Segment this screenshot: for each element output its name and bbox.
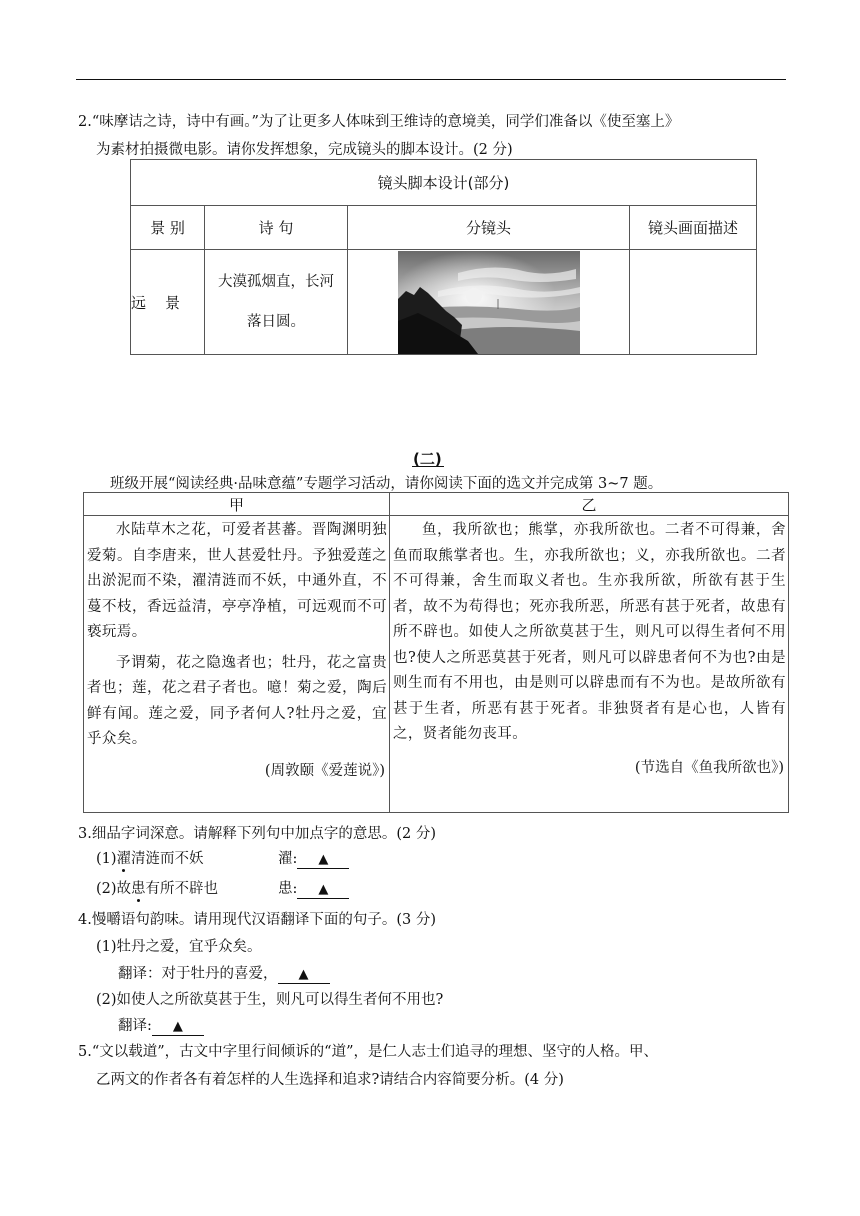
question-4-item-2: (2)如使人之所欲莫甚于生，则凡可以得生者何不用也? (96, 992, 444, 1008)
question-4-stem: 4.慢嚼语句韵味。请用现代汉语翻译下面的句子。(3 分) (78, 912, 436, 928)
section-2-intro: 班级开展“阅读经典·品味意蕴”专题学习活动，请你阅读下面的选文并完成第 3~7 题。 (110, 476, 663, 492)
cell-scene (131, 250, 205, 355)
text-a-paragraph-1: 水陆草木之花，可爱者甚蕃。晋陶渊明独爱菊。自李唐来，世人甚爱牡丹。予独爱莲之出淤泥而不染，濯清涟而不妖，中通外直，不蔓不枝，香远益清，亭亭净植，可远观而不可亵玩焉。 (87, 522, 387, 640)
text-b-label: 乙 (390, 493, 789, 516)
question-3-stem: 3.细品字词深意。请解释下列句中加点字的意思。(2 分) (78, 826, 436, 842)
comparison-texts-table (83, 492, 789, 813)
header-scene: 景 别 (131, 206, 205, 250)
section-2-underline (412, 466, 444, 467)
header-verse: 诗 句 (205, 206, 348, 250)
text-a-paragraph-2: 予谓菊，花之隐逸者也；牡丹，花之富贵者也；莲，花之君子者也。噫！菊之爱，陶后鲜有闻。莲之爱，同予者何人?牡丹之爱，宜乎众矣。 (87, 654, 387, 747)
header-shot: 分镜头 (348, 206, 630, 250)
item-2-rest: 有所不辟也 (145, 881, 219, 897)
question-5-line-1: 5.“文以载道”，古文中字里行间倾诉的“道”，是仁人志士们追寻的理想、坚守的人格。甲、 (78, 1044, 658, 1060)
item-1-dotted-char: 濯 (116, 851, 132, 867)
answer-blank-1[interactable]: ▲ (297, 852, 349, 869)
text-b-cell (390, 516, 789, 813)
verse-line-1: 大漠孤烟直，长河 (218, 274, 334, 290)
item-1-number: (1) (96, 851, 117, 867)
answer-4-2-prefix: 翻译: (118, 1018, 152, 1034)
verse-line-2: 落日圆。 (247, 314, 305, 330)
header-description: 镜头画面描述 (630, 206, 757, 250)
question-4-answer-1 (118, 962, 330, 984)
question-5-line-2: 乙两文的作者各有着怎样的人生选择和追求?请结合内容简要分析。(4 分) (96, 1072, 564, 1088)
question-2-line-2: 为素材拍摄微电影。请你发挥想象，完成镜头的脚本设计。(2 分) (96, 142, 513, 158)
desert-sunset-picture (398, 251, 580, 354)
cell-description[interactable] (630, 250, 757, 355)
table-caption: 镜头脚本设计(部分) (131, 160, 757, 206)
section-2-title: (二) (413, 450, 442, 468)
question-4-item-1: (1)牡丹之爱，宜乎众矣。 (96, 939, 262, 955)
answer-1-label: 濯: (278, 851, 298, 867)
answer-blank-4-2[interactable]: ▲ (152, 1019, 204, 1036)
question-3-answer-2 (278, 877, 349, 899)
question-3-answer-1 (278, 847, 349, 869)
shot-script-table (130, 159, 757, 355)
text-a-cell (84, 516, 390, 813)
text-a-source: (周敦颐《爱莲说》) (264, 762, 385, 779)
answer-blank-2[interactable]: ▲ (297, 882, 349, 899)
answer-blank-4-1[interactable]: ▲ (278, 967, 330, 984)
top-rule (76, 79, 786, 80)
text-a-label: 甲 (84, 493, 390, 516)
scene-label: 远 景 (131, 293, 183, 312)
item-1-rest: 清涟而不妖 (131, 851, 204, 867)
item-2-prefix: (2)故 (96, 881, 132, 897)
answer-2-label: 患: (278, 881, 298, 897)
question-4-answer-2 (118, 1014, 204, 1036)
cell-shot-image (348, 250, 630, 355)
text-b-source: (节选自《鱼我所欲也》) (634, 759, 784, 776)
question-3-item-1 (96, 847, 204, 868)
text-b-paragraph-1: 鱼，我所欲也；熊掌，亦我所欲也。二者不可得兼，舍鱼而取熊掌者也。生，亦我所欲也；义，亦我所欲也。二者不可得兼，舍生而取义者也。生亦我所欲，所欲有甚于生者，故不为苟得也；死亦我所恶，所恶有甚于死者，故患有所不辟也。如使人之所欲莫甚于生，则凡可以得生者何不用也?使人之所恶莫甚于死者，则凡可以辟患者何不为也?由是则生而有不用也，由是则可以辟患而有不为也。是故所欲有甚于生者，所恶有甚于死者。非独贤者有是心也，人皆有之，贤者能勿丧耳。 (393, 522, 786, 742)
cell-verse (205, 250, 348, 355)
question-2-line-1: 2.“味摩诘之诗，诗中有画。”为了让更多人体味到王维诗的意境美，同学们准备以《使至塞上》 (78, 114, 680, 130)
answer-4-1-prefix: 翻译：对于牡丹的喜爱， (118, 966, 278, 982)
question-3-item-2 (96, 877, 218, 898)
item-2-dotted-char: 患 (131, 881, 146, 897)
